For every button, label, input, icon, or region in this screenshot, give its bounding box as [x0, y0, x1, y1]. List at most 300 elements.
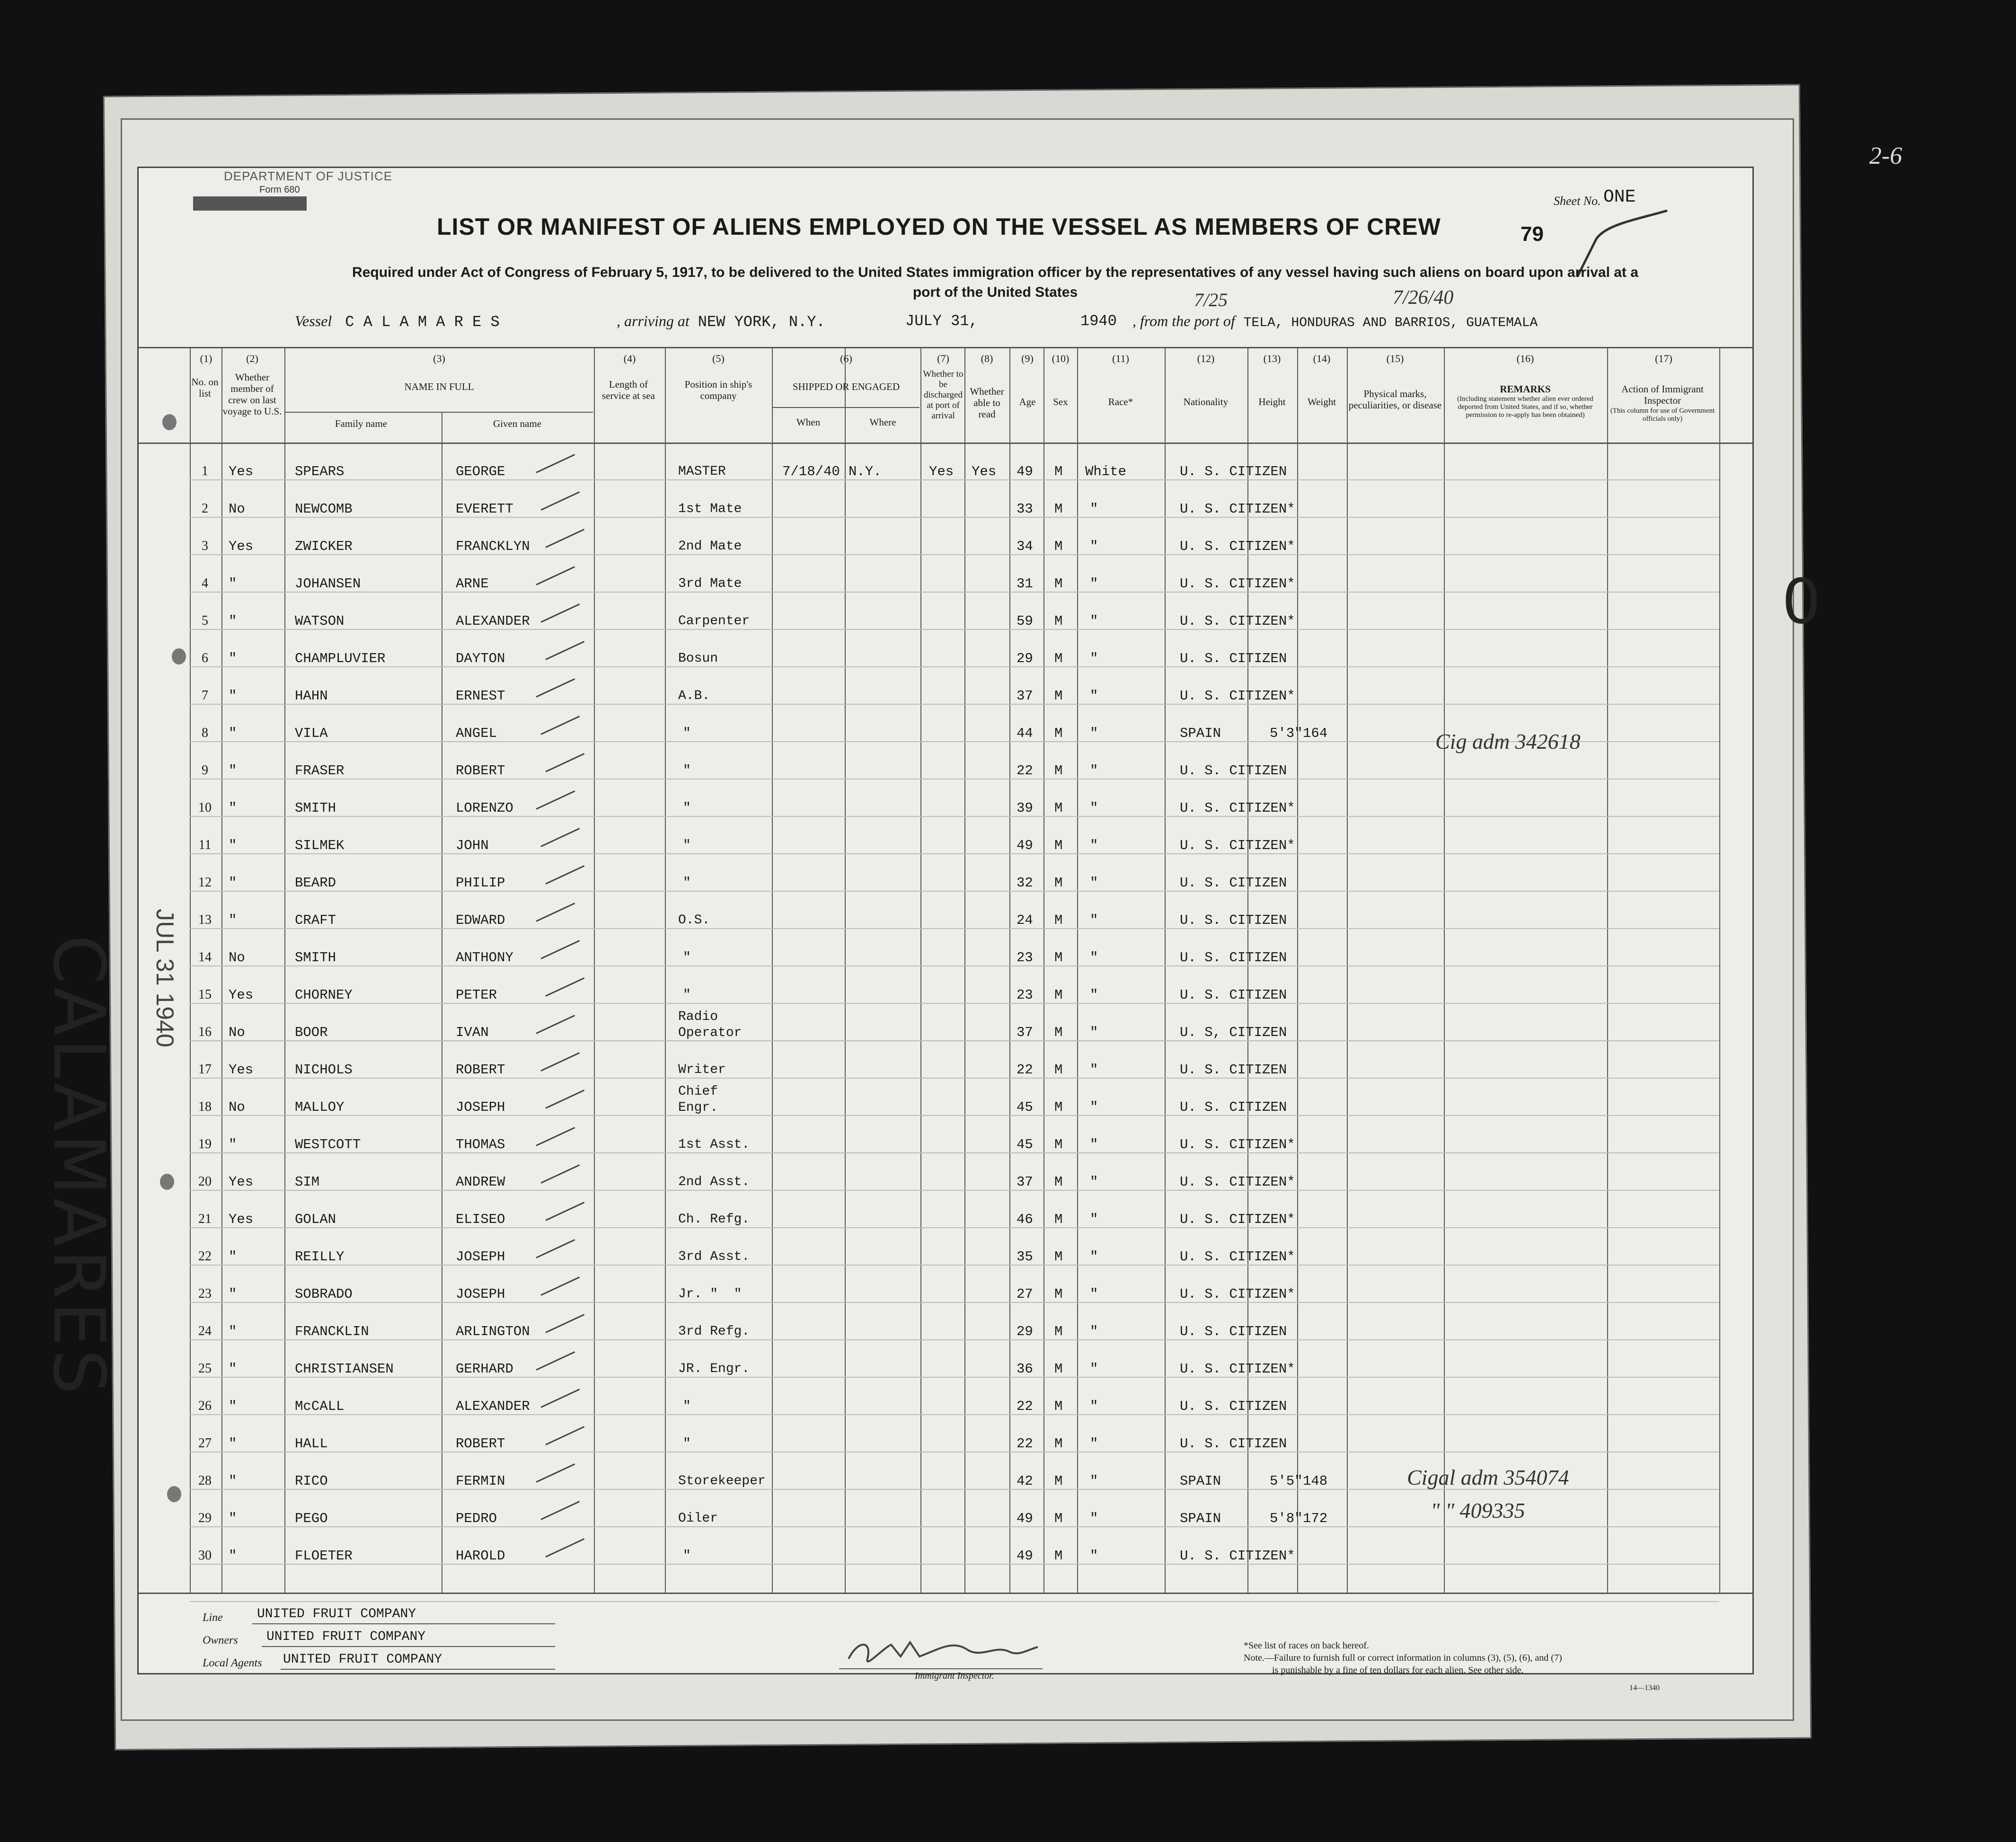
hdr-family-name: Family name [335, 418, 388, 429]
race-cell: " [1090, 688, 1098, 704]
sex-cell: M [1054, 1548, 1063, 1564]
from-port-row: , from the port of TELA, HONDURAS AND BARRIOS, GUATEMALA [1132, 312, 1538, 330]
arrival-port: NEW YORK, N.Y. [698, 313, 825, 331]
sex-cell: M [1054, 1249, 1063, 1265]
header-bottom-border [139, 443, 1752, 444]
family-name-cell: SMITH [295, 950, 336, 965]
race-cell: " [1090, 912, 1098, 928]
hdr-action-sub: (This column for use of Government officials only) [1610, 407, 1715, 423]
position-cell: " [683, 1399, 691, 1414]
where-cell: N.Y. [849, 464, 882, 479]
nationality-cell: U. S. CITIZEN [1180, 651, 1287, 666]
arrival-date: JULY 31, [905, 312, 978, 330]
row-number: 18 [198, 1099, 212, 1114]
row-number: 23 [198, 1286, 212, 1301]
check-mark-icon [540, 1276, 580, 1296]
family-name-cell: WATSON [295, 613, 345, 629]
weight-cell: 172 [1303, 1511, 1328, 1526]
member-cell: " [229, 651, 237, 666]
row-rule [190, 517, 1719, 518]
race-cell: " [1090, 838, 1098, 853]
column-number: (14) [1313, 353, 1331, 364]
member-cell: " [229, 1361, 237, 1377]
column-number: (3) [433, 353, 445, 364]
row-number: 30 [198, 1548, 212, 1563]
given-name-cell: ROBERT [456, 763, 505, 779]
hdr-no-on-list: No. on list [191, 376, 219, 399]
row-number: 28 [198, 1473, 212, 1488]
row-rule [190, 666, 1719, 667]
row-number: 19 [198, 1137, 212, 1151]
age-cell: 32 [1017, 875, 1033, 891]
sex-cell: M [1054, 1511, 1063, 1526]
sex-cell: M [1054, 912, 1063, 928]
check-mark-icon [545, 977, 584, 997]
given-name-cell: ROBERT [456, 1436, 505, 1452]
column-number: (10) [1052, 353, 1070, 364]
hdr-discharged: Whether to be discharged at port of arrival [923, 369, 964, 421]
sheet-label: Sheet No. [1554, 194, 1601, 208]
position-cell: " [683, 988, 691, 1002]
column-rule [594, 347, 595, 1593]
position-cell: " [683, 838, 691, 853]
family-name-cell: CHRISTIANSEN [295, 1361, 394, 1377]
row-number: 9 [202, 763, 208, 778]
sex-cell: M [1054, 1399, 1063, 1414]
page-title: LIST OR MANIFEST OF ALIENS EMPLOYED ON THE VESSEL AS MEMBERS OF CREW [437, 213, 1441, 240]
inspector-label: Immigrant Inspector. [915, 1671, 994, 1681]
row-rule [190, 1526, 1719, 1527]
row-rule [190, 1339, 1719, 1340]
agents-value: UNITED FRUIT COMPANY [283, 1652, 442, 1667]
column-number: (6) [840, 353, 852, 364]
nationality-cell: U. S. CITIZEN [1180, 1324, 1287, 1339]
position-cell: 3rd Asst. [678, 1249, 750, 1264]
column-rule [964, 347, 965, 1593]
check-mark-icon [545, 753, 584, 772]
sex-cell: M [1054, 838, 1063, 853]
from-port: TELA, HONDURAS AND BARRIOS, GUATEMALA [1243, 316, 1538, 330]
position-cell: Oiler [678, 1511, 718, 1526]
form-code: 14—1340 [1629, 1684, 1660, 1692]
sex-cell: M [1054, 875, 1063, 891]
nationality-cell: U. S. CITIZEN* [1180, 800, 1295, 816]
row-rule [190, 1564, 1719, 1565]
weight-cell: 164 [1303, 726, 1328, 741]
nationality-cell: U. S. CITIZEN [1180, 1436, 1287, 1452]
age-cell: 44 [1017, 726, 1033, 741]
age-cell: 45 [1017, 1099, 1033, 1115]
given-name-cell: EDWARD [456, 912, 505, 928]
race-cell: " [1090, 1511, 1098, 1526]
member-cell: " [229, 1286, 237, 1302]
corner-note: 2-6 [1869, 142, 1902, 169]
age-cell: 49 [1017, 1548, 1033, 1564]
nationality-cell: U. S. CITIZEN [1180, 1399, 1287, 1414]
row-rule [190, 1040, 1719, 1041]
nationality-cell: U. S. CITIZEN* [1180, 576, 1295, 592]
position-cell: " [683, 801, 691, 815]
position-cell: 3rd Mate [678, 576, 742, 591]
member-cell: Yes [229, 464, 254, 479]
discharged-cell: Yes [929, 464, 954, 479]
family-name-cell: NICHOLS [295, 1062, 353, 1078]
family-name-cell: SPEARS [295, 464, 345, 479]
race-cell: " [1090, 950, 1098, 965]
row-number: 6 [202, 651, 208, 665]
remark-row-29: " " 409335 [1431, 1498, 1525, 1523]
column-rule [1607, 347, 1608, 1593]
column-rule [1009, 347, 1010, 1593]
nationality-cell: U. S. CITIZEN* [1180, 838, 1295, 853]
hdr-remarks: REMARKS [1500, 383, 1551, 395]
age-cell: 36 [1017, 1361, 1033, 1377]
position-cell: " [683, 950, 691, 965]
row-rule [190, 928, 1719, 929]
position-cell: Storekeeper [678, 1474, 766, 1488]
given-name-cell: ALEXANDER [456, 1399, 530, 1414]
row-rule [190, 816, 1719, 817]
member-cell: Yes [229, 1174, 254, 1190]
sex-cell: M [1054, 1473, 1063, 1489]
row-rule [190, 592, 1719, 593]
given-name-cell: ANGEL [456, 726, 497, 741]
family-name-cell: PEGO [295, 1511, 328, 1526]
age-cell: 29 [1017, 1324, 1033, 1339]
member-cell: Yes [229, 987, 254, 1003]
given-name-cell: GEORGE [456, 464, 505, 479]
inspector-rule [839, 1668, 1043, 1669]
hdr-sex: Sex [1053, 396, 1068, 407]
position-cell: MASTER [678, 464, 726, 479]
nationality-cell: U. S. CITIZEN* [1180, 1174, 1295, 1190]
race-cell: " [1090, 1436, 1098, 1452]
row-rule [190, 554, 1719, 555]
given-name-cell: FERMIN [456, 1473, 505, 1489]
sex-cell: M [1054, 1286, 1063, 1302]
row-number: 24 [198, 1324, 212, 1338]
check-mark-icon [545, 641, 584, 660]
member-cell: " [229, 726, 237, 741]
family-name-cell: ZWICKER [295, 539, 353, 554]
sex-cell: M [1054, 576, 1063, 592]
member-cell: " [229, 838, 237, 853]
row-rule [190, 1003, 1719, 1004]
row-number: 15 [198, 987, 212, 1002]
owners-label: Owners [203, 1634, 238, 1647]
column-rule [1719, 347, 1720, 1593]
age-cell: 49 [1017, 838, 1033, 853]
age-cell: 49 [1017, 464, 1033, 479]
column-rule [772, 347, 773, 1593]
hdr-given-name: Given name [493, 418, 542, 429]
race-cell: " [1090, 1137, 1098, 1152]
row-number: 14 [198, 950, 212, 965]
member-cell: " [229, 576, 237, 592]
row-rule [190, 891, 1719, 892]
family-name-cell: MALLOY [295, 1099, 345, 1115]
hdr-age: Age [1019, 396, 1036, 407]
height-cell: 5'8" [1270, 1511, 1303, 1526]
given-name-cell: JOHN [456, 838, 489, 853]
check-mark-icon [540, 1389, 580, 1408]
position-cell: O.S. [678, 913, 710, 928]
position-cell: Radio Operator [678, 1010, 742, 1040]
family-name-cell: SMITH [295, 800, 336, 816]
row-number: 29 [198, 1511, 212, 1525]
sex-cell: M [1054, 651, 1063, 666]
family-name-cell: REILLY [295, 1249, 345, 1265]
position-cell: 1st Mate [678, 502, 742, 516]
row-number: 22 [198, 1249, 212, 1264]
check-mark-icon [540, 1164, 580, 1184]
sex-cell: M [1054, 987, 1063, 1003]
hdr-nationality: Nationality [1183, 396, 1229, 407]
row-number: 5 [202, 613, 208, 628]
check-mark-icon [540, 828, 580, 847]
given-name-cell: ANTHONY [456, 950, 513, 965]
position-cell: A.B. [678, 689, 710, 703]
row-rule [190, 965, 1719, 966]
height-cell: 5'5" [1270, 1473, 1303, 1489]
race-cell: " [1090, 1249, 1098, 1265]
hdr-where: Where [869, 416, 896, 428]
nationality-cell: U. S. CITIZEN [1180, 763, 1287, 779]
inspector-signature-icon [844, 1630, 1043, 1673]
check-mark-icon [540, 1501, 580, 1520]
hdr-height: Height [1258, 396, 1286, 407]
race-cell: " [1090, 1174, 1098, 1190]
family-name-cell: BEARD [295, 875, 336, 891]
position-cell: Carpenter [678, 614, 750, 629]
member-cell: Yes [229, 539, 254, 554]
race-cell: " [1090, 1473, 1098, 1489]
row-number: 21 [198, 1212, 212, 1226]
member-cell: No [229, 1025, 245, 1040]
member-cell: " [229, 1137, 237, 1152]
row-number: 1 [202, 464, 208, 478]
age-cell: 46 [1017, 1212, 1033, 1227]
position-cell: Bosun [678, 651, 718, 666]
race-cell: " [1090, 1361, 1098, 1377]
stamp-number: 79 [1521, 222, 1544, 246]
race-cell: " [1090, 875, 1098, 891]
nationality-cell: U. S. CITIZEN* [1180, 613, 1295, 629]
check-mark-icon [536, 790, 575, 810]
dept-label: DEPARTMENT OF JUSTICE [224, 169, 393, 183]
hdr-name-full: NAME IN FULL [404, 381, 474, 392]
sex-cell: M [1054, 1137, 1063, 1152]
given-name-cell: JOSEPH [456, 1286, 505, 1302]
nationality-cell: U. S. CITIZEN [1180, 1099, 1287, 1115]
given-name-cell: DAYTON [456, 651, 505, 666]
sex-cell: M [1054, 1212, 1063, 1227]
punch-hole [160, 1174, 174, 1190]
member-cell: Yes [229, 1212, 254, 1227]
race-cell: " [1090, 1324, 1098, 1339]
member-cell: Yes [229, 1062, 254, 1078]
family-name-cell: VILA [295, 726, 328, 741]
row-number: 4 [202, 576, 208, 591]
weight-cell: 148 [1303, 1473, 1328, 1489]
race-cell: " [1090, 1212, 1098, 1227]
member-cell: No [229, 501, 245, 517]
nationality-cell: U. S. CITIZEN* [1180, 539, 1295, 554]
age-cell: 49 [1017, 1511, 1033, 1526]
given-name-cell: ELISEO [456, 1212, 505, 1227]
nationality-cell: U. S. CITIZEN* [1180, 1137, 1295, 1152]
position-cell: Writer [678, 1063, 726, 1077]
check-mark-icon [536, 1463, 575, 1483]
family-name-cell: FLOETER [295, 1548, 353, 1564]
row-rule [190, 1190, 1719, 1191]
position-cell: 1st Asst. [678, 1137, 750, 1152]
family-name-cell: FRANCKLIN [295, 1324, 369, 1339]
check-mark-icon [545, 1426, 584, 1445]
check-mark-icon [536, 566, 575, 585]
check-mark-icon [540, 1052, 580, 1072]
column-rule [1347, 347, 1348, 1593]
column-number: (8) [981, 353, 993, 364]
column-rule [1043, 347, 1044, 1593]
column-number: (2) [246, 353, 258, 364]
arrival-year: 1940 [1080, 312, 1117, 330]
zero-mark: 0 [1782, 566, 1821, 638]
row-rule [190, 1227, 1719, 1228]
vessel-row: Vessel C A L A M A R E S [295, 312, 500, 331]
row-number: 27 [198, 1436, 212, 1451]
given-name-cell: PHILIP [456, 875, 505, 891]
age-cell: 22 [1017, 1399, 1033, 1414]
member-cell: " [229, 1548, 237, 1564]
position-cell: " [683, 1549, 691, 1563]
row-number: 16 [198, 1025, 212, 1039]
member-cell: " [229, 1511, 237, 1526]
race-cell: " [1090, 576, 1098, 592]
race-cell: " [1090, 987, 1098, 1003]
column-rule [1077, 347, 1078, 1593]
family-name-cell: SILMEK [295, 838, 345, 853]
check-mark-icon [545, 1538, 584, 1558]
owners-rule [262, 1646, 555, 1647]
hdr-length-service: Length of service at sea [602, 379, 655, 401]
position-cell: " [683, 876, 691, 890]
hdr-able-read: Whether able to read [970, 386, 1004, 420]
race-cell: " [1090, 800, 1098, 816]
age-cell: 27 [1017, 1286, 1033, 1302]
owners-value: UNITED FRUIT COMPANY [266, 1629, 426, 1644]
nationality-cell: SPAIN [1180, 1511, 1221, 1526]
check-mark-icon [540, 716, 580, 735]
column-number: (12) [1197, 353, 1215, 364]
member-cell: " [229, 613, 237, 629]
able-read-cell: Yes [972, 464, 997, 479]
sex-cell: M [1054, 464, 1063, 479]
nationality-cell: U. S, CITIZEN [1180, 1025, 1287, 1040]
column-number: (5) [712, 353, 725, 364]
table-top-border [139, 347, 1752, 348]
sex-cell: M [1054, 1099, 1063, 1115]
nationality-cell: U. S. CITIZEN [1180, 464, 1287, 479]
sex-cell: M [1054, 800, 1063, 816]
race-cell: White [1085, 464, 1127, 479]
check-mark-icon [536, 1015, 575, 1034]
row-rule [190, 704, 1719, 705]
age-cell: 23 [1017, 950, 1033, 965]
member-cell: " [229, 1249, 237, 1265]
handwritten-date-2: 7/26/40 [1393, 287, 1454, 309]
sex-cell: M [1054, 1062, 1063, 1078]
member-cell: " [229, 688, 237, 704]
sex-cell: M [1054, 501, 1063, 517]
table-bottom-border [139, 1593, 1752, 1594]
age-cell: 39 [1017, 800, 1033, 816]
row-rule [190, 1377, 1719, 1378]
age-cell: 42 [1017, 1473, 1033, 1489]
family-name-cell: HALL [295, 1436, 328, 1452]
height-cell: 5'3" [1270, 726, 1303, 741]
when-cell: 7/18/40 [782, 464, 840, 479]
position-cell: 3rd Refg. [678, 1324, 750, 1339]
check-mark-icon [536, 1239, 575, 1258]
position-cell: 2nd Mate [678, 539, 742, 554]
column-rule [665, 347, 666, 1593]
hdr-physical: Physical marks, peculiarities, or disease [1348, 388, 1442, 411]
nationality-cell: SPAIN [1180, 726, 1221, 741]
column-number: (11) [1112, 353, 1129, 364]
column-number: (13) [1263, 353, 1281, 364]
row-rule [190, 1265, 1719, 1266]
check-mark-icon [536, 454, 575, 473]
member-cell: " [229, 912, 237, 928]
family-name-cell: CRAFT [295, 912, 336, 928]
check-mark-icon [545, 529, 584, 548]
family-name-cell: SOBRADO [295, 1286, 353, 1302]
race-cell: " [1090, 1062, 1098, 1078]
row-rule [190, 853, 1719, 854]
column-number: (17) [1655, 353, 1672, 364]
given-name-cell: ROBERT [456, 1062, 505, 1078]
row-number: 7 [202, 688, 208, 703]
race-note: *See list of races on back hereof. [1244, 1640, 1369, 1651]
row-rule [190, 1078, 1719, 1079]
member-cell: No [229, 950, 245, 965]
date-stamp-margin: JUL 31 1940 [151, 909, 178, 1047]
check-mark-icon [536, 903, 575, 922]
punch-hole [172, 648, 186, 664]
nationality-cell: U. S. CITIZEN* [1180, 1548, 1295, 1564]
punch-hole [162, 414, 177, 430]
line-label: Line [203, 1612, 223, 1624]
sex-cell: M [1054, 1174, 1063, 1190]
nationality-cell: U. S. CITIZEN* [1180, 1212, 1295, 1227]
age-cell: 37 [1017, 1025, 1033, 1040]
given-name-cell: THOMAS [456, 1137, 505, 1152]
given-name-cell: ANDREW [456, 1174, 505, 1190]
check-mark-icon [540, 603, 580, 623]
check-mark-icon [540, 940, 580, 959]
nationality-cell: U. S. CITIZEN [1180, 950, 1287, 965]
column-rule [1297, 347, 1298, 1593]
member-cell: " [229, 800, 237, 816]
family-name-cell: WESTCOTT [295, 1137, 361, 1152]
sex-cell: M [1054, 1361, 1063, 1377]
check-mark-icon [545, 1202, 584, 1221]
nationality-cell: U. S. CITIZEN* [1180, 1286, 1295, 1302]
race-cell: " [1090, 613, 1098, 629]
column-rule [920, 347, 921, 1593]
family-name-cell: McCALL [295, 1399, 345, 1414]
